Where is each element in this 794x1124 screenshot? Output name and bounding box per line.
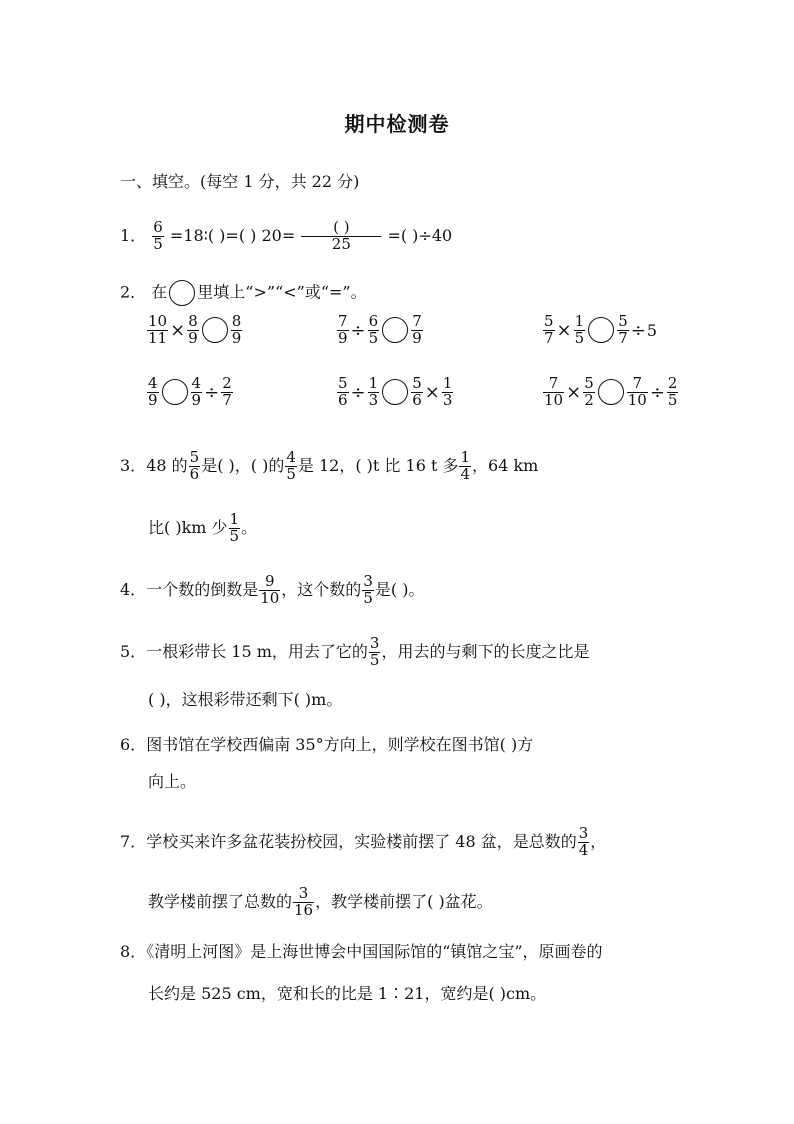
question-text: =18∶( )=( ) 20= [169, 225, 296, 245]
answer-circle[interactable] [162, 379, 188, 405]
answer-circle[interactable] [202, 317, 228, 343]
page-title: 期中检测卷 [344, 112, 450, 136]
answer-circle[interactable] [588, 317, 614, 343]
question-number: 1． [120, 225, 147, 245]
question-3-cont: 比( )km 少 $\frac{1}{5}$ 。 [148, 510, 258, 545]
question-text: 里填上“>”“<”或“=”。 [197, 282, 367, 302]
question-8-cont: 长约是 525 cm，宽和长的比是 1∶21，宽约是( )cm。 [148, 984, 547, 1003]
question-number: 2． [120, 282, 147, 302]
question-5: 5．一根彩带长 15 m，用去了它的 $\frac{3}{5}$ ，用去的与剩下的长度之比是 [120, 634, 590, 669]
question-7-cont: 教学楼前摆了总数的 $\frac{3}{16}$ ，教学楼前摆了( )盆花。 [148, 884, 493, 919]
question-2 [120, 280, 367, 306]
compare-expression-1: $\frac{10}{11}$ × $\frac{8}{9}$ $\frac{8}{9}$ [148, 312, 242, 347]
compare-expression-3: $\frac{5}{7}$ × $\frac{1}{5}$ $\frac{5}{7}$ ÷5 [544, 312, 658, 347]
compare-expression-4: $\frac{4}{9}$ $\frac{4}{9}$ ÷ $\frac{2}{7}$ [148, 374, 232, 409]
question-8: 8．《清明上河图》是上海世博会中国国际馆的“镇馆之宝”，原画卷的 [120, 942, 603, 961]
fraction: $\frac{6}{5}$ [153, 218, 163, 253]
compare-expression-5: $\frac{5}{6}$ ÷ $\frac{1}{3}$ $\frac{5}{6}$ × $\frac{1}{3}$ [338, 374, 453, 409]
fraction: $\frac{( )}{25}$ [301, 220, 381, 253]
answer-circle[interactable] [382, 317, 408, 343]
question-text: =( )÷40 [387, 225, 453, 245]
compare-expression-2: $\frac{7}{9}$ ÷ $\frac{6}{5}$ $\frac{7}{9}$ [338, 312, 422, 347]
question-1 [120, 220, 452, 253]
question-6: 6．图书馆在学校西偏南 35°方向上，则学校在图书馆( )方 [120, 735, 534, 754]
answer-circle[interactable] [382, 379, 408, 405]
question-6-cont: 向上。 [148, 772, 197, 791]
question-7: 7．学校买来许多盆花装扮校园，实验楼前摆了 48 盆，是总数的 $\frac{3}{4}$ ， [120, 824, 607, 859]
question-5-cont: ( )，这根彩带还剩下( )m。 [148, 690, 343, 709]
question-text: 在 [151, 282, 168, 302]
compare-expression-6: $\frac{7}{10}$ × $\frac{5}{2}$ $\frac{7}{10}$ ÷ $\frac{2}{5}$ [544, 374, 678, 409]
section-heading: 一、填空。(每空 1 分，共 22 分) [120, 172, 360, 191]
circle-blank-icon [169, 280, 195, 306]
question-4: 4．一个数的倒数是 $\frac{9}{10}$ ，这个数的 $\frac{3}{5}$ 是( )。 [120, 572, 425, 607]
question-3: 3．48 的 $\frac{5}{6}$ 是( )，( )的 $\frac{4}{5}$ 是 12，( )t 比 16 t 多 $\frac{1}{4}$ ，64 km [120, 448, 539, 483]
answer-circle[interactable] [598, 379, 624, 405]
